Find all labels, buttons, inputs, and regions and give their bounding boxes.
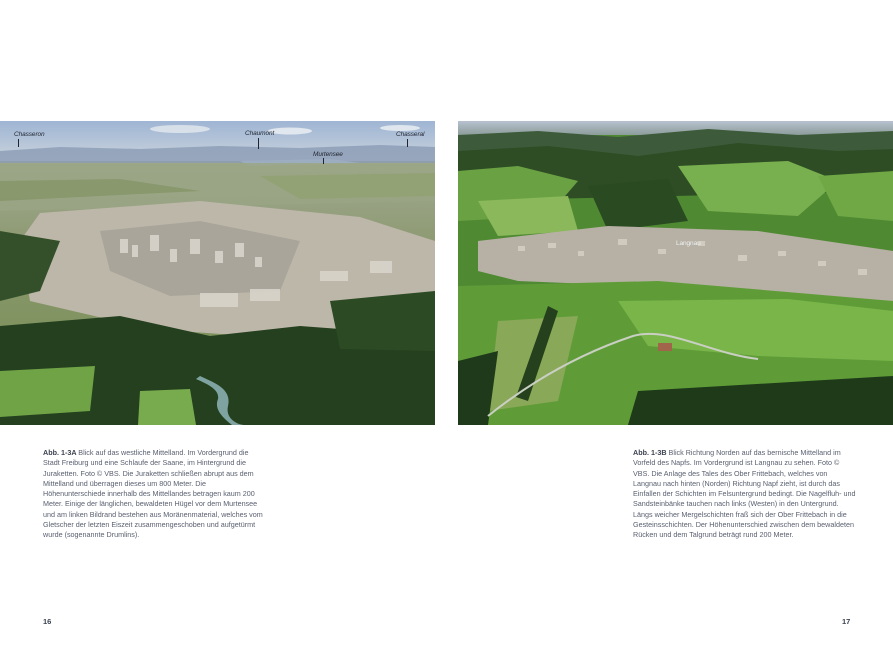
label-langnau: Langnau [676,240,701,247]
label-chasseron: Chasseron [14,131,45,138]
label-chasseral: Chasseral [396,131,425,138]
figure-number: Abb. 1-3A [43,448,79,457]
page-number-left: 16 [43,617,52,626]
page-number-right: 17 [842,617,851,626]
aerial-photo-langnau [458,121,893,425]
figure-number: Abb. 1-3B [633,448,669,457]
caption-text: Blick auf das westliche Mittelland. Im Vordergrund die Stadt Freiburg und eine Schlaufe der Saane, im Hintergrund die Juraketten. Foto © VBS. Die Juraketten schließen abrupt aus dem Mittelland und überragen dieses um 800 Meter. Die Höhenunterschiede innerhalb des Mittellandes betragen kaum 200 Meter. Einige der länglichen, bewaldeten Hügel vor dem Murtensee und am linken Bildrand bestehen aus Moränenmaterial, welches vom Gletscher der letzten Eiszeit zusammengeschoben und aufgetürmt wurde (sogenannte Drumlins). [43,448,263,540]
label-chaumont: Chaumont [245,130,275,137]
aerial-photo-freiburg [0,121,435,425]
caption-figure-1-3b [633,448,857,541]
tick-chaumont [258,138,259,149]
tick-murtensee [323,158,324,164]
photo-freiburg-illustration [0,121,435,425]
tick-chasseron [18,139,19,147]
caption-figure-1-3a [43,448,265,541]
photo-langnau-illustration [458,121,893,425]
label-murtensee: Murtensee [313,151,343,158]
tick-chasseral [407,139,408,147]
caption-text: Blick Richtung Norden auf das bernische Mittelland im Vorfeld des Napfs. Im Vordergrund ist Langnau zu sehen. Foto © VBS. Die Anlage des Tales des Ober Frittebach, welches von Langnau nach hinten (Norden) Richtung Napf zieht, ist durch das Einfallen der Schichten im Felsuntergrund bedingt. Die Nagelfluh- und Sandsteinbänke tauchen nach links (Westen) in den Untergrund. Längs weicher Mergelschichten fraß sich der Ober Frittebach in die Gesteinsschichten. Der Höhenunterschied zwischen dem bewaldeten Rücken und dem Talgrund beträgt rund 200 Meter. [633,448,856,540]
